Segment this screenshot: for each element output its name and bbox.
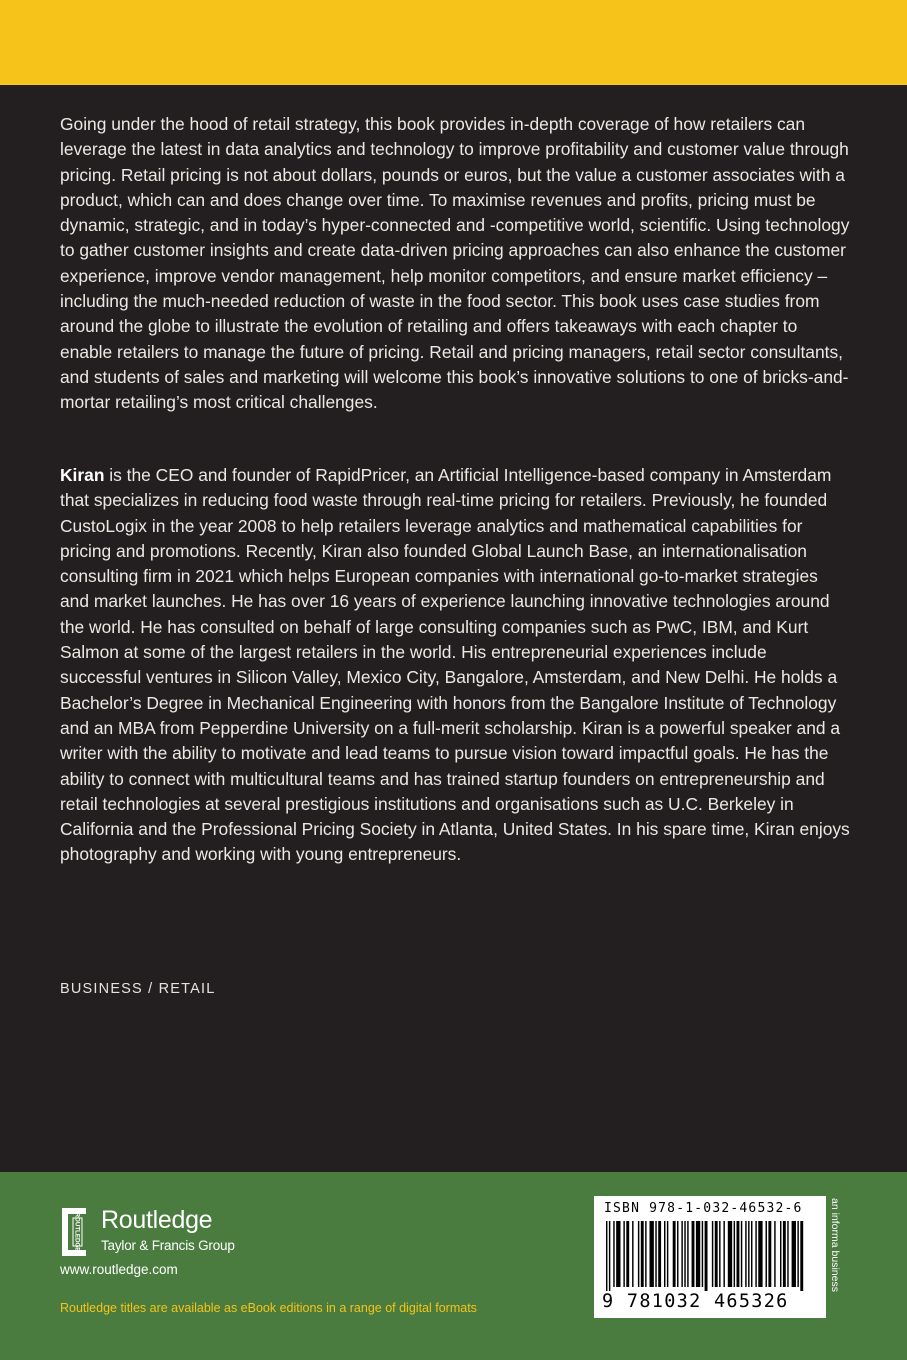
informa-tag-text: an informa business xyxy=(829,1198,841,1292)
barcode-bar xyxy=(800,1221,803,1291)
barcode-bar xyxy=(797,1221,798,1287)
book-blurb: Going under the hood of retail strategy, this book provides in-depth coverage of how retailers can leverage the latest in data analytics and technology to improve profitability and customer value through pricing. Retail pricing is not about dollars, pounds or euros, but the value a customer associates with a product, which can and does change over time. To maximise revenues and profits, pricing must be dynamic, strategic, and in today’s hyper-connected and -competitive world, scientific. Using technology to gather customer insights and create data-driven pricing approaches can also enhance the customer experience, improve vendor management, help monitor competitors, and ensure market efficiency – including the much-needed reduction of waste in the food sector. This book uses case studies from around the globe to illustrate the evolution of retailing and offers takeaways with each chapter to enable retailers to manage the future of pricing. Retail and pricing managers, retail sector consultants, and students of sales and marketing will welcome this book’s innovative solutions to one of bricks-and-mortar retailing’s most critical challenges. xyxy=(60,114,850,413)
barcode-digits: 9 781032 465326 xyxy=(602,1291,789,1312)
barcode-bar xyxy=(712,1221,713,1287)
barcode-bar xyxy=(677,1221,678,1287)
barcode-bar xyxy=(623,1221,624,1287)
barcode-bar xyxy=(705,1221,708,1291)
barcode-bar xyxy=(755,1221,756,1287)
barcode-bar xyxy=(780,1221,781,1287)
barcode-bar xyxy=(684,1221,685,1287)
barcode-bar xyxy=(696,1221,700,1287)
barcode-bar xyxy=(748,1221,749,1287)
barcode-bar xyxy=(783,1221,786,1287)
barcode-bar xyxy=(792,1221,796,1287)
isbn-barcode-panel xyxy=(594,1196,826,1318)
barcode-bar xyxy=(723,1221,724,1287)
isbn-label: ISBN 978-1-032-46532-6 xyxy=(604,1201,803,1216)
barcode-bar xyxy=(768,1221,771,1287)
author-name: Kiran xyxy=(60,465,105,485)
barcode-bar xyxy=(664,1221,665,1287)
barcode-bar xyxy=(766,1221,767,1287)
barcode-bar xyxy=(606,1221,607,1291)
barcode-icon xyxy=(606,1221,811,1291)
barcode-bar xyxy=(655,1221,656,1287)
publisher-url: www.routledge.com xyxy=(60,1262,178,1277)
publisher-group: Taylor & Francis Group xyxy=(101,1238,235,1253)
barcode-bar xyxy=(641,1221,644,1287)
barcode-bar xyxy=(667,1221,668,1287)
barcode-bar xyxy=(751,1221,752,1287)
author-bio xyxy=(60,463,850,868)
barcode-bar xyxy=(734,1221,735,1287)
barcode-bar xyxy=(745,1221,746,1287)
barcode-bar xyxy=(702,1221,703,1287)
barcode-bar xyxy=(737,1221,740,1287)
barcode-bar xyxy=(650,1221,654,1287)
barcode-bar xyxy=(728,1221,732,1287)
barcode-bar xyxy=(645,1221,646,1287)
barcode-bar xyxy=(638,1221,639,1287)
barcode-bar xyxy=(632,1221,633,1287)
barcode-bar xyxy=(715,1221,718,1287)
barcode-bar xyxy=(719,1221,720,1287)
barcode-bar xyxy=(658,1221,661,1287)
barcode-bar xyxy=(673,1221,676,1287)
barcode-bar xyxy=(787,1221,788,1287)
barcode-bar xyxy=(616,1221,620,1287)
barcode-bar xyxy=(687,1221,688,1287)
barcode-bar xyxy=(741,1221,742,1287)
subject-category: BUSINESS / RETAIL xyxy=(60,981,216,997)
publisher-name: Routledge xyxy=(101,1206,213,1234)
routledge-logo-text: ROUTLEDGE xyxy=(73,1212,81,1252)
top-color-band xyxy=(0,0,907,85)
barcode-bar xyxy=(609,1221,610,1291)
barcode-bar xyxy=(758,1221,762,1287)
informa-business-tag xyxy=(827,1198,841,1318)
author-bio-text: is the CEO and founder of RapidPricer, an Artificial Intelligence-based company in Amsterdam that specializes in reducing food waste through real-time pricing for retailers. Previously, he founded CustoLogix in the year 2008 to help retailers leverage analytics and mathematical capabilities for pricing and promotions. Recently, Kiran also founded Global Launch Base, an internationalisation consulting firm in 2021 which helps European companies with international go-to-market strategies and market launches. He has over 16 years of experience launching innovative technologies around the world. He has consulted on behalf of large consulting companies such as PwC, IBM, and Kurt Salmon at some of the largest retailers in the world. His entrepreneurial experiences include successful ventures in Silicon Valley, Mexico City, Bangalore, Amsterdam, and New Delhi. He holds a Bachelor’s Degree in Mechanical Engineering with honors from the Bangalore Institute of Technology and an MBA from Pepperdine University on a full-merit scholarship. Kiran is a powerful speaker and a writer with the ability to motivate and lead teams to pursue vision toward impactful goals. He has the ability to connect with multicultural teams and has trained startup founders on entrepreneurship and retail technologies at several prestigious institutions and organisations such as U.C. Berkeley in California and the Professional Pricing Society in Atlanta, United States. In his spare time, Kiran enjoys photography and working with young entrepreneurs. xyxy=(60,465,850,865)
barcode-bar xyxy=(613,1221,614,1287)
barcode-bar xyxy=(626,1221,629,1287)
barcode-bar xyxy=(681,1221,682,1287)
barcode-bar xyxy=(774,1221,775,1287)
barcode-bar xyxy=(692,1221,695,1287)
ebook-note: Routledge titles are available as eBook editions in a range of digital formats xyxy=(60,1301,477,1315)
routledge-logo-icon xyxy=(60,1206,94,1258)
